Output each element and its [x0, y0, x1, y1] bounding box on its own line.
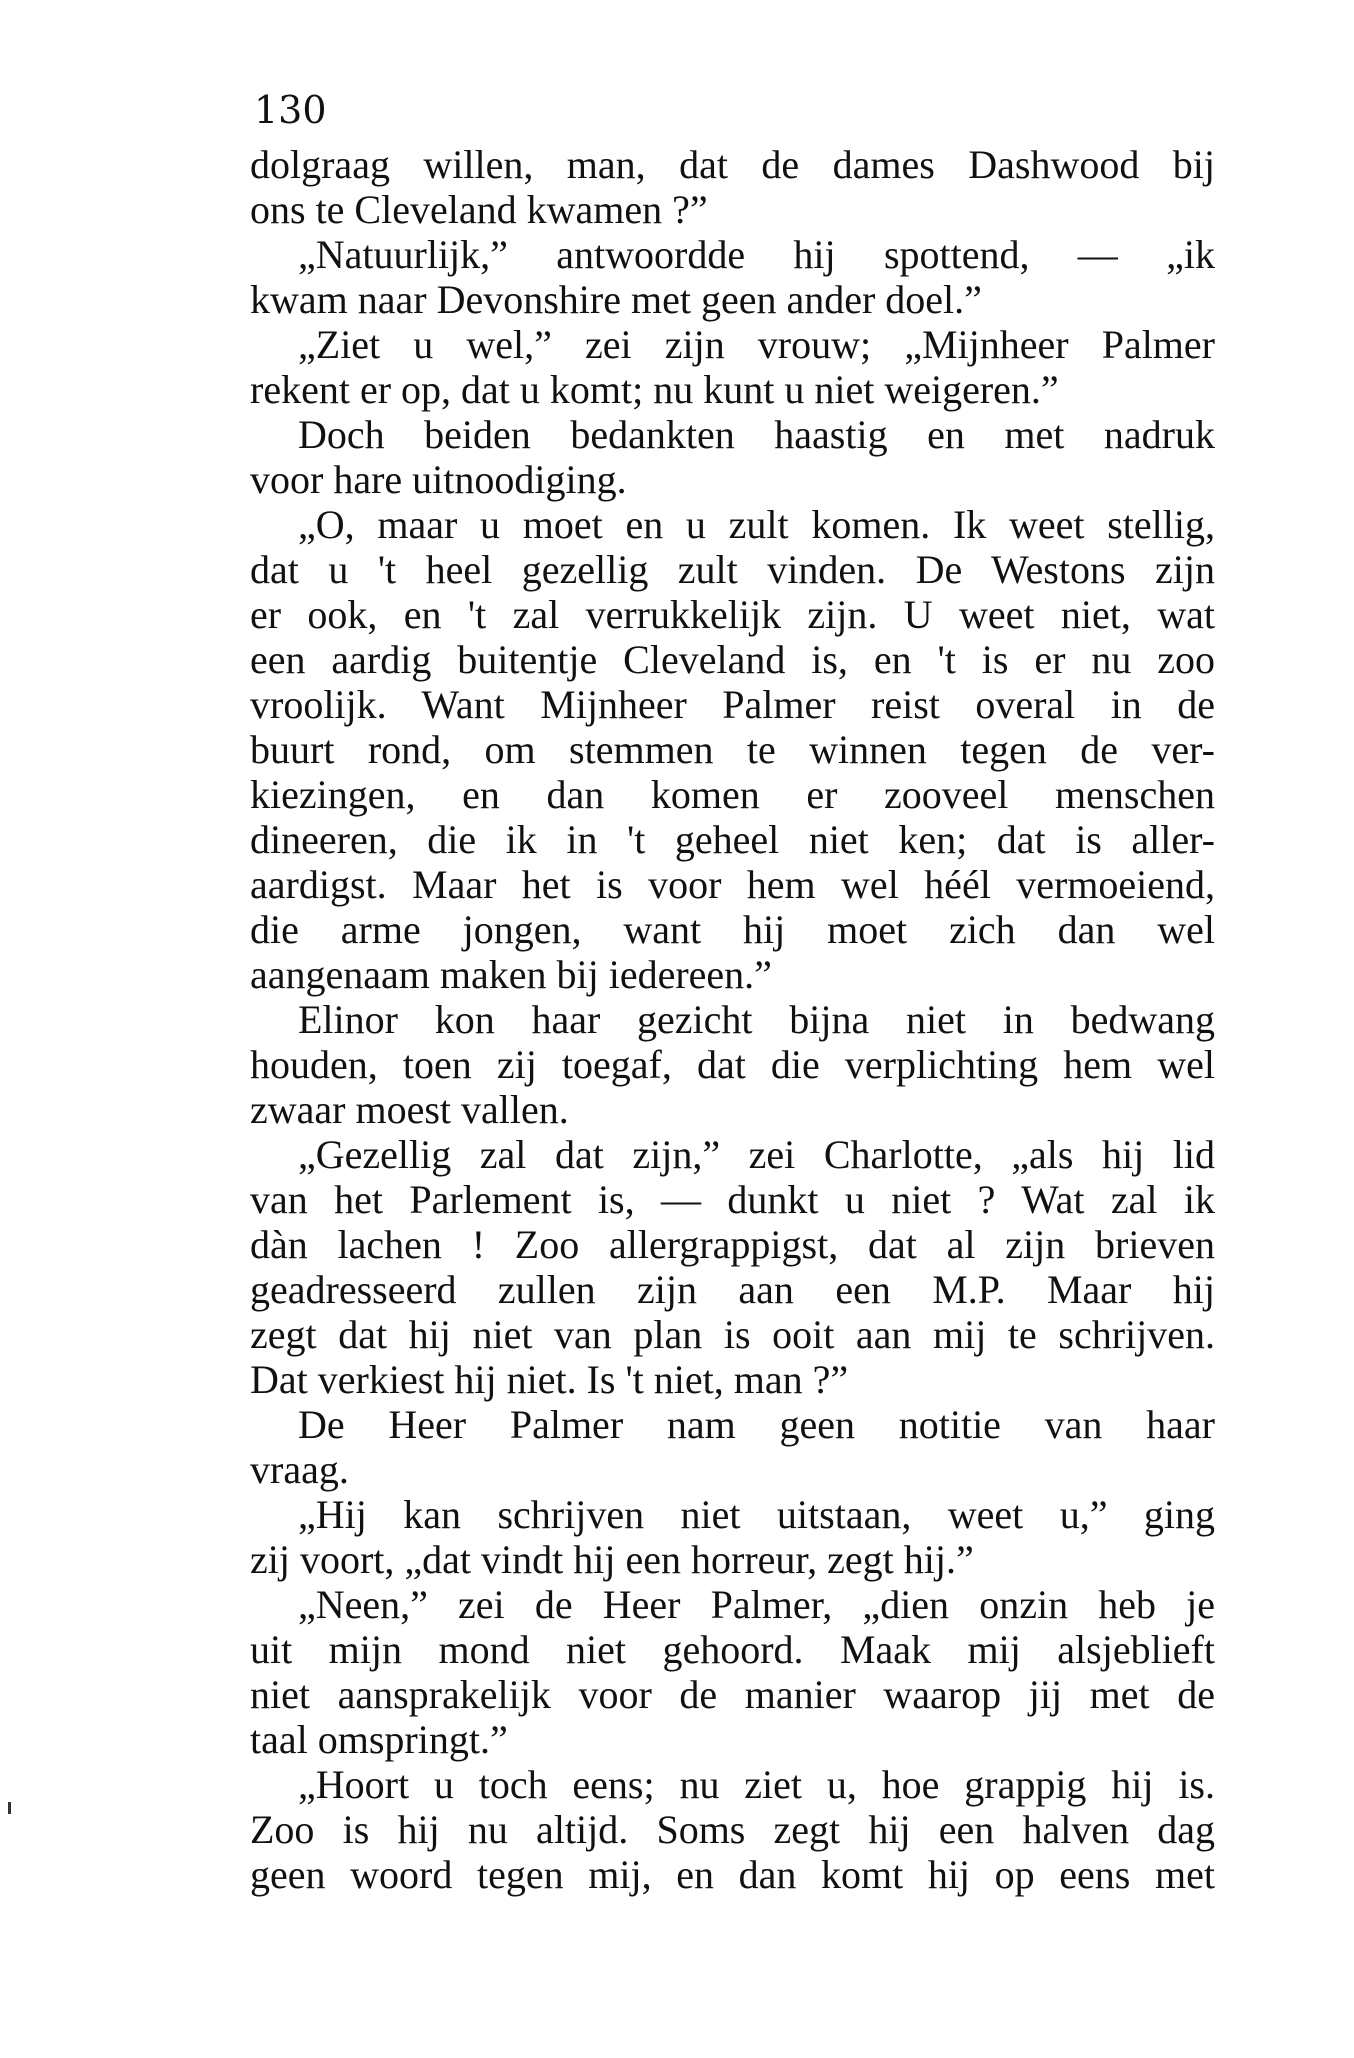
text-line: „Neen,” zei de Heer Palmer, „dien onzin heb je — [298, 1582, 1215, 1627]
text-line: dolgraag willen, man, dat de dames Dashwood bij — [250, 142, 1215, 187]
text-line: van het Parlement is, — dunkt u niet ? Wat zal ik — [250, 1177, 1215, 1222]
text-line: ons te Cleveland kwamen ?” — [250, 187, 708, 232]
text-line: „O, maar u moet en u zult komen. Ik weet stellig, — [298, 502, 1215, 547]
text-line: dat u 't heel gezellig zult vinden. De Westons zijn — [250, 547, 1215, 592]
text-line: Doch beiden bedankten haastig en met nadruk — [298, 412, 1215, 457]
text-line: Dat verkiest hij niet. Is 't niet, man ?” — [250, 1357, 849, 1402]
text-line: „Ziet u wel,” zei zijn vrouw; „Mijnheer Palmer — [298, 322, 1215, 367]
text-line: zwaar moest vallen. — [250, 1087, 569, 1132]
text-line: aangenaam maken bij iedereen.” — [250, 952, 772, 997]
text-line: rekent er op, dat u komt; nu kunt u niet weigeren.” — [250, 367, 1059, 412]
text-line: een aardig buitentje Cleveland is, en 't is er nu zoo — [250, 637, 1215, 682]
text-line: „Gezellig zal dat zijn,” zei Charlotte, „als hij lid — [298, 1132, 1215, 1177]
text-line: geen woord tegen mij, en dan komt hij op eens met — [250, 1852, 1215, 1897]
text-line: dàn lachen ! Zoo allergrappigst, dat al zijn brieven — [250, 1222, 1215, 1267]
text-line: Elinor kon haar gezicht bijna niet in bedwang — [298, 997, 1215, 1042]
text-line: vraag. — [250, 1447, 349, 1492]
text-line: taal omspringt.” — [250, 1717, 508, 1762]
text-line: kiezingen, en dan komen er zooveel menschen — [250, 772, 1215, 817]
text-line: dineeren, die ik in 't geheel niet ken; dat is aller- — [250, 817, 1215, 862]
page-number: 130 — [254, 88, 327, 132]
text-line: uit mijn mond niet gehoord. Maak mij alsjeblieft — [250, 1627, 1215, 1672]
text-line: kwam naar Devonshire met geen ander doel.” — [250, 277, 982, 322]
text-line: „Hoort u toch eens; nu ziet u, hoe grappig hij is. — [298, 1762, 1215, 1807]
text-line: geadresseerd zullen zijn aan een M.P. Maar hij — [250, 1267, 1215, 1312]
text-line: niet aansprakelijk voor de manier waarop jij met de — [250, 1672, 1215, 1717]
text-line: houden, toen zij toegaf, dat die verplichting hem wel — [250, 1042, 1215, 1087]
text-line: die arme jongen, want hij moet zich dan wel — [250, 907, 1215, 952]
text-line: zij voort, „dat vindt hij een horreur, zegt hij.” — [250, 1537, 974, 1582]
text-line: voor hare uitnoodiging. — [250, 457, 627, 502]
text-line: buurt rond, om stemmen te winnen tegen de ver- — [250, 727, 1215, 772]
body-text — [250, 142, 1215, 1897]
margin-mark — [8, 1802, 11, 1814]
text-line: zegt dat hij niet van plan is ooit aan mij te schrijven. — [250, 1312, 1215, 1357]
text-line: vroolijk. Want Mijnheer Palmer reist overal in de — [250, 682, 1215, 727]
text-line: aardigst. Maar het is voor hem wel héél vermoeiend, — [250, 862, 1215, 907]
text-line: De Heer Palmer nam geen notitie van haar — [298, 1402, 1215, 1447]
text-line: „Hij kan schrijven niet uitstaan, weet u,” ging — [298, 1492, 1215, 1537]
text-line: er ook, en 't zal verrukkelijk zijn. U weet niet, wat — [250, 592, 1215, 637]
text-line: Zoo is hij nu altijd. Soms zegt hij een halven dag — [250, 1807, 1215, 1852]
text-line: „Natuurlijk,” antwoordde hij spottend, — „ik — [298, 232, 1215, 277]
